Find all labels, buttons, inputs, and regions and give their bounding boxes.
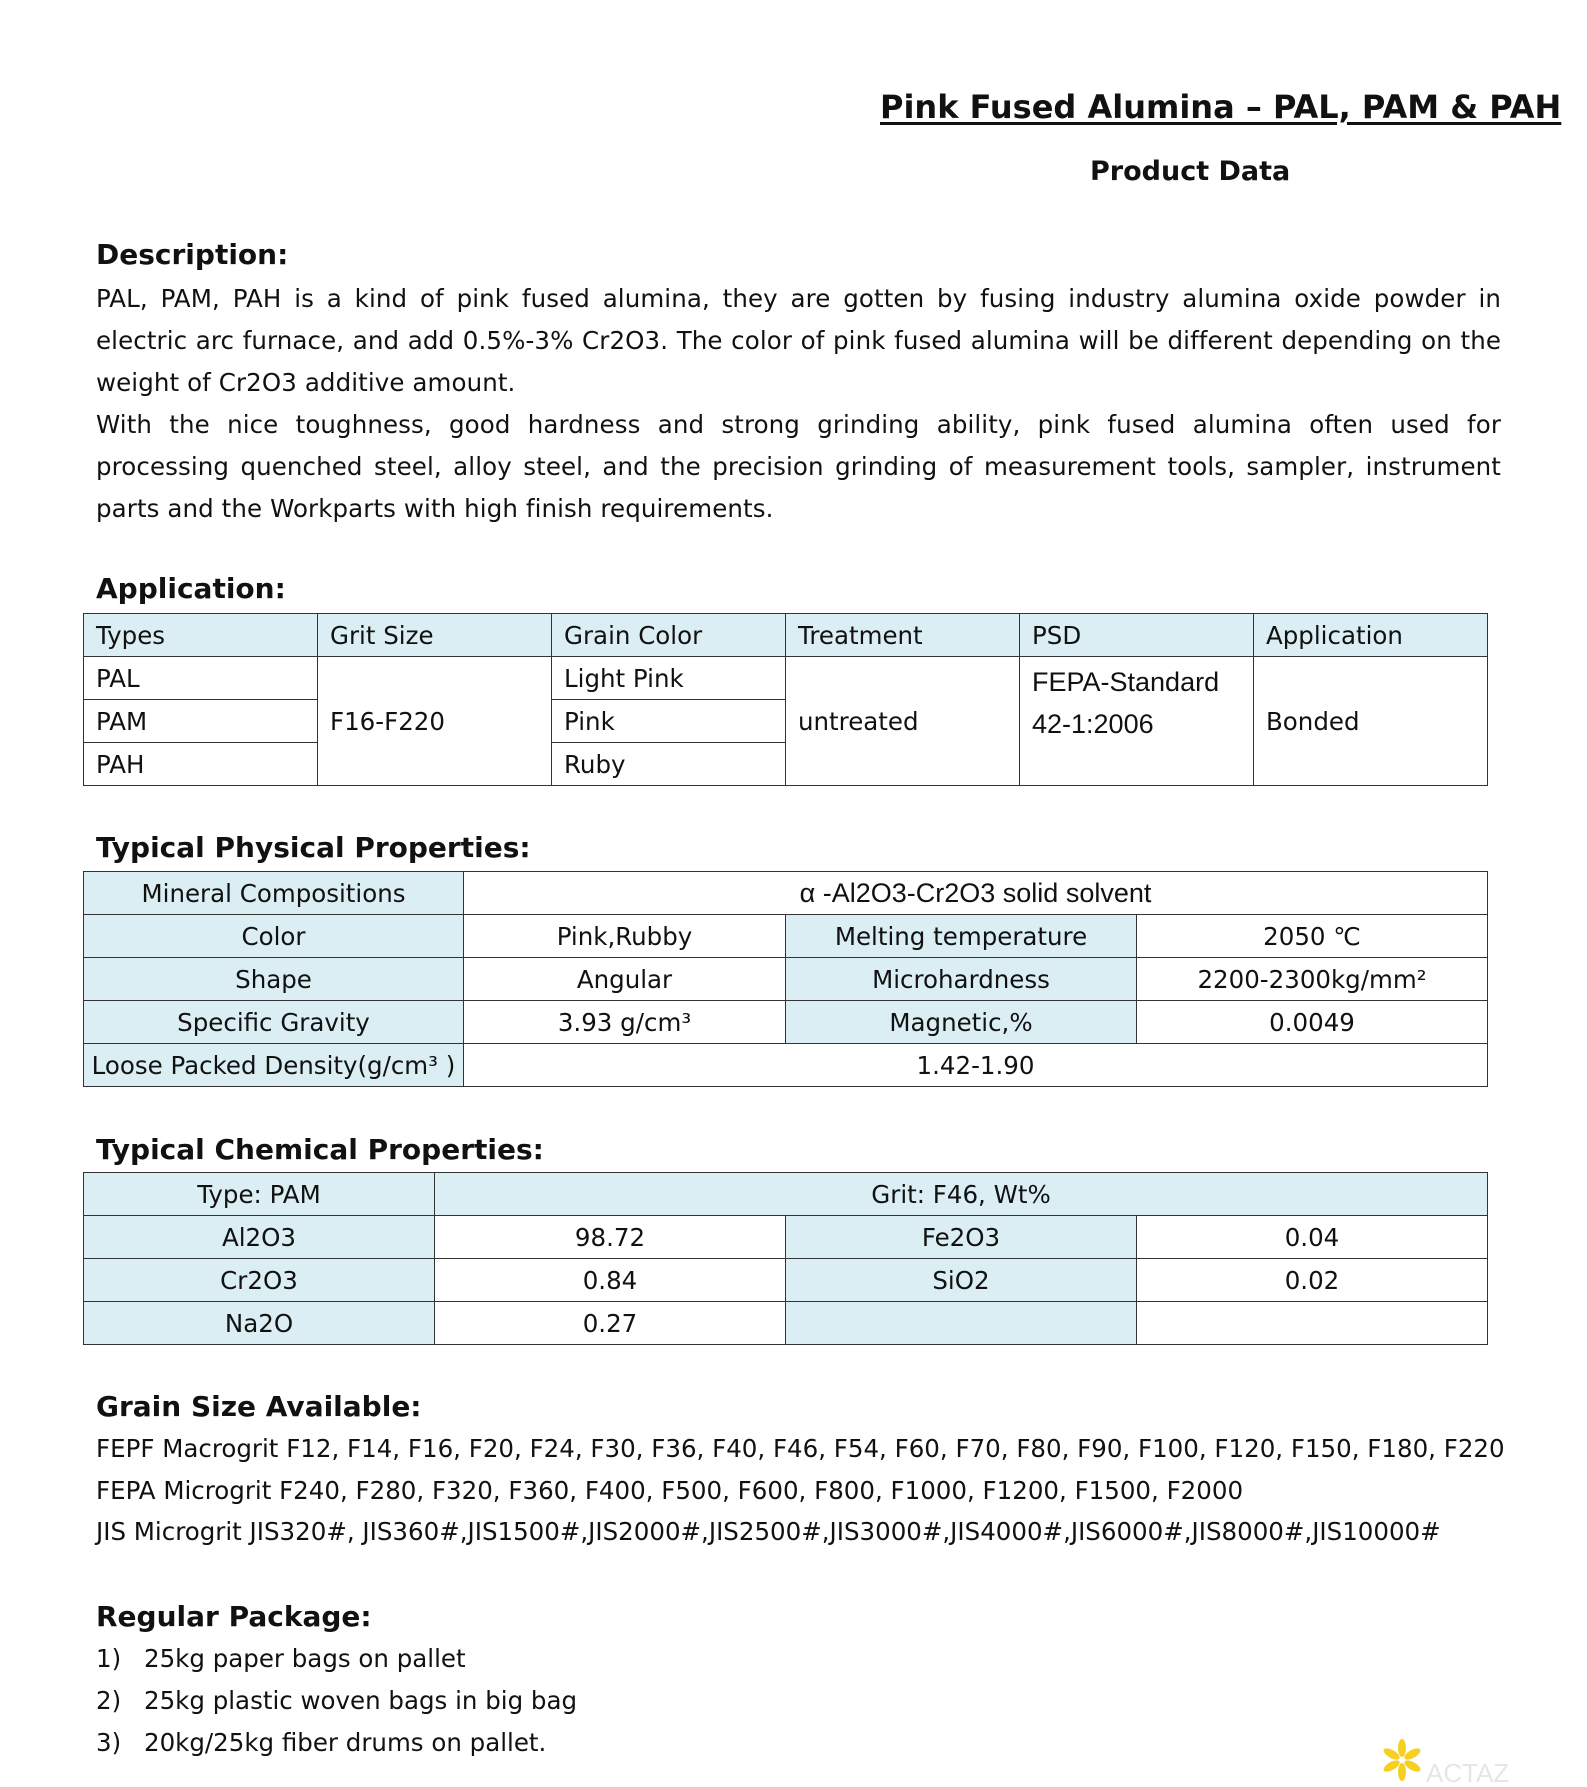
type-cell-pah: PAH (84, 743, 318, 786)
compound-value-cell-empty (1137, 1302, 1488, 1345)
list-item (96, 1722, 546, 1764)
table-row (84, 1259, 1488, 1302)
magnetic-value-cell: 0.0049 (1137, 1001, 1488, 1044)
list-item-number: 2) (96, 1686, 122, 1715)
compound-cell: Al2O3 (84, 1216, 435, 1259)
application-heading: Application: (96, 572, 286, 605)
table-row (84, 657, 1488, 700)
grain-size-line-jis: JIS Microgrit JIS320#, JIS360#,JIS1500#,JIS2000#,JIS2500#,JIS3000#,JIS4000#,JIS6000#,JIS8000#,JIS10000# (96, 1517, 1441, 1546)
table-row (84, 958, 1488, 1001)
grit-label-cell: Grit: F46, Wt% (435, 1173, 1488, 1216)
compound-cell-empty (786, 1302, 1137, 1345)
microhardness-value-cell: 2200-2300kg/mm² (1137, 958, 1488, 1001)
table-row (84, 915, 1488, 958)
psd-line-1: FEPA-Standard (1032, 667, 1220, 697)
compound-cell: SiO2 (786, 1259, 1137, 1302)
treatment-cell: untreated (786, 657, 1020, 786)
melting-label-cell: Melting temperature (786, 915, 1137, 958)
table-row (84, 1216, 1488, 1259)
table-row (84, 1044, 1488, 1087)
type-cell-pam: PAM (84, 700, 318, 743)
document-subtitle: Product Data (1090, 156, 1291, 187)
compound-value-cell: 0.27 (435, 1302, 786, 1345)
shape-label-cell: Shape (84, 958, 464, 1001)
melting-value-cell: 2050 ℃ (1137, 915, 1488, 958)
list-item-text: 25kg plastic woven bags in big bag (144, 1686, 578, 1715)
package-heading: Regular Package: (96, 1600, 372, 1633)
chemical-header-row (84, 1173, 1488, 1216)
document-title: Pink Fused Alumina – PAL, PAM & PAH (880, 88, 1562, 126)
gravity-label-cell: Specific Gravity (84, 1001, 464, 1044)
description-paragraph-2: With the nice toughness, good hardness and strong grinding ability, pink fused alumina often used for processing quenched steel, alloy steel, and the precision grinding of measurement tools, sampler, instrument parts and the Workparts with high finish requirements. (96, 410, 1501, 523)
header-cell-grain-color: Grain Color (552, 614, 786, 657)
header-cell-treatment: Treatment (786, 614, 1020, 657)
density-value-cell: 1.42-1.90 (464, 1044, 1488, 1087)
density-label-cell: Loose Packed Density(g/cm³ ) (84, 1044, 464, 1087)
compound-value-cell: 0.04 (1137, 1216, 1488, 1259)
application-header-row (84, 614, 1488, 657)
physical-heading: Typical Physical Properties: (96, 831, 531, 864)
compound-cell: Na2O (84, 1302, 435, 1345)
microhardness-label-cell: Microhardness (786, 958, 1137, 1001)
header-cell-grit-size: Grit Size (318, 614, 552, 657)
application-value-cell: Bonded (1254, 657, 1488, 786)
list-item-text: 20kg/25kg fiber drums on pallet. (144, 1728, 547, 1757)
compound-cell: Fe2O3 (786, 1216, 1137, 1259)
grit-size-cell: F16-F220 (318, 657, 552, 786)
header-cell-types: Types (84, 614, 318, 657)
description-heading: Description: (96, 238, 289, 271)
type-cell-pal: PAL (84, 657, 318, 700)
grain-color-cell-ruby: Ruby (552, 743, 786, 786)
physical-properties-table (83, 871, 1488, 1087)
compound-value-cell: 0.84 (435, 1259, 786, 1302)
grain-size-line-fepf: FEPF Macrogrit F12, F14, F16, F20, F24, F30, F36, F40, F46, F54, F60, F70, F80, F90, F100, F120, F150, F180, F220 (96, 1434, 1505, 1463)
mineral-label-cell: Mineral Compositions (84, 872, 464, 915)
header-cell-application: Application (1254, 614, 1488, 657)
grain-color-cell-pink: Pink (552, 700, 786, 743)
grain-color-cell-light-pink: Light Pink (552, 657, 786, 700)
table-row (84, 1001, 1488, 1044)
psd-line-2: 42-1:2006 (1032, 709, 1154, 739)
type-label-cell: Type: PAM (84, 1173, 435, 1216)
gravity-value-cell: 3.93 g/cm³ (464, 1001, 786, 1044)
chemical-properties-table (83, 1172, 1488, 1345)
logo-text: ACTAZ (1426, 1758, 1510, 1787)
application-table (83, 613, 1488, 786)
description-paragraph-1: PAL, PAM, PAH is a kind of pink fused alumina, they are gotten by fusing industry alumina oxide powder in electric arc furnace, and add 0.5%-3% Cr2O3. The color of pink fused alumina will be different depending on the weight of Cr2O3 additive amount. (96, 284, 1501, 397)
list-item (96, 1680, 577, 1722)
table-row (84, 872, 1488, 915)
list-item (96, 1638, 466, 1680)
magnetic-label-cell: Magnetic,% (786, 1001, 1137, 1044)
color-value-cell: Pink,Rubby (464, 915, 786, 958)
list-item-number: 3) (96, 1728, 122, 1757)
grain-size-line-fepa: FEPA Microgrit F240, F280, F320, F360, F400, F500, F600, F800, F1000, F1200, F1500, F2000 (96, 1476, 1244, 1505)
company-logo (1378, 1730, 1510, 1787)
logo-flower-icon (1378, 1730, 1510, 1787)
psd-cell (1020, 657, 1254, 786)
list-item-number: 1) (96, 1644, 122, 1673)
color-label-cell: Color (84, 915, 464, 958)
list-item-text: 25kg paper bags on pallet (144, 1644, 466, 1673)
grain-size-heading: Grain Size Available: (96, 1390, 422, 1423)
shape-value-cell: Angular (464, 958, 786, 1001)
compound-cell: Cr2O3 (84, 1259, 435, 1302)
compound-value-cell: 98.72 (435, 1216, 786, 1259)
chemical-heading: Typical Chemical Properties: (96, 1133, 544, 1166)
mineral-value-cell: α -Al2O3-Cr2O3 solid solvent (464, 872, 1488, 915)
table-row (84, 1302, 1488, 1345)
header-cell-psd: PSD (1020, 614, 1254, 657)
compound-value-cell: 0.02 (1137, 1259, 1488, 1302)
